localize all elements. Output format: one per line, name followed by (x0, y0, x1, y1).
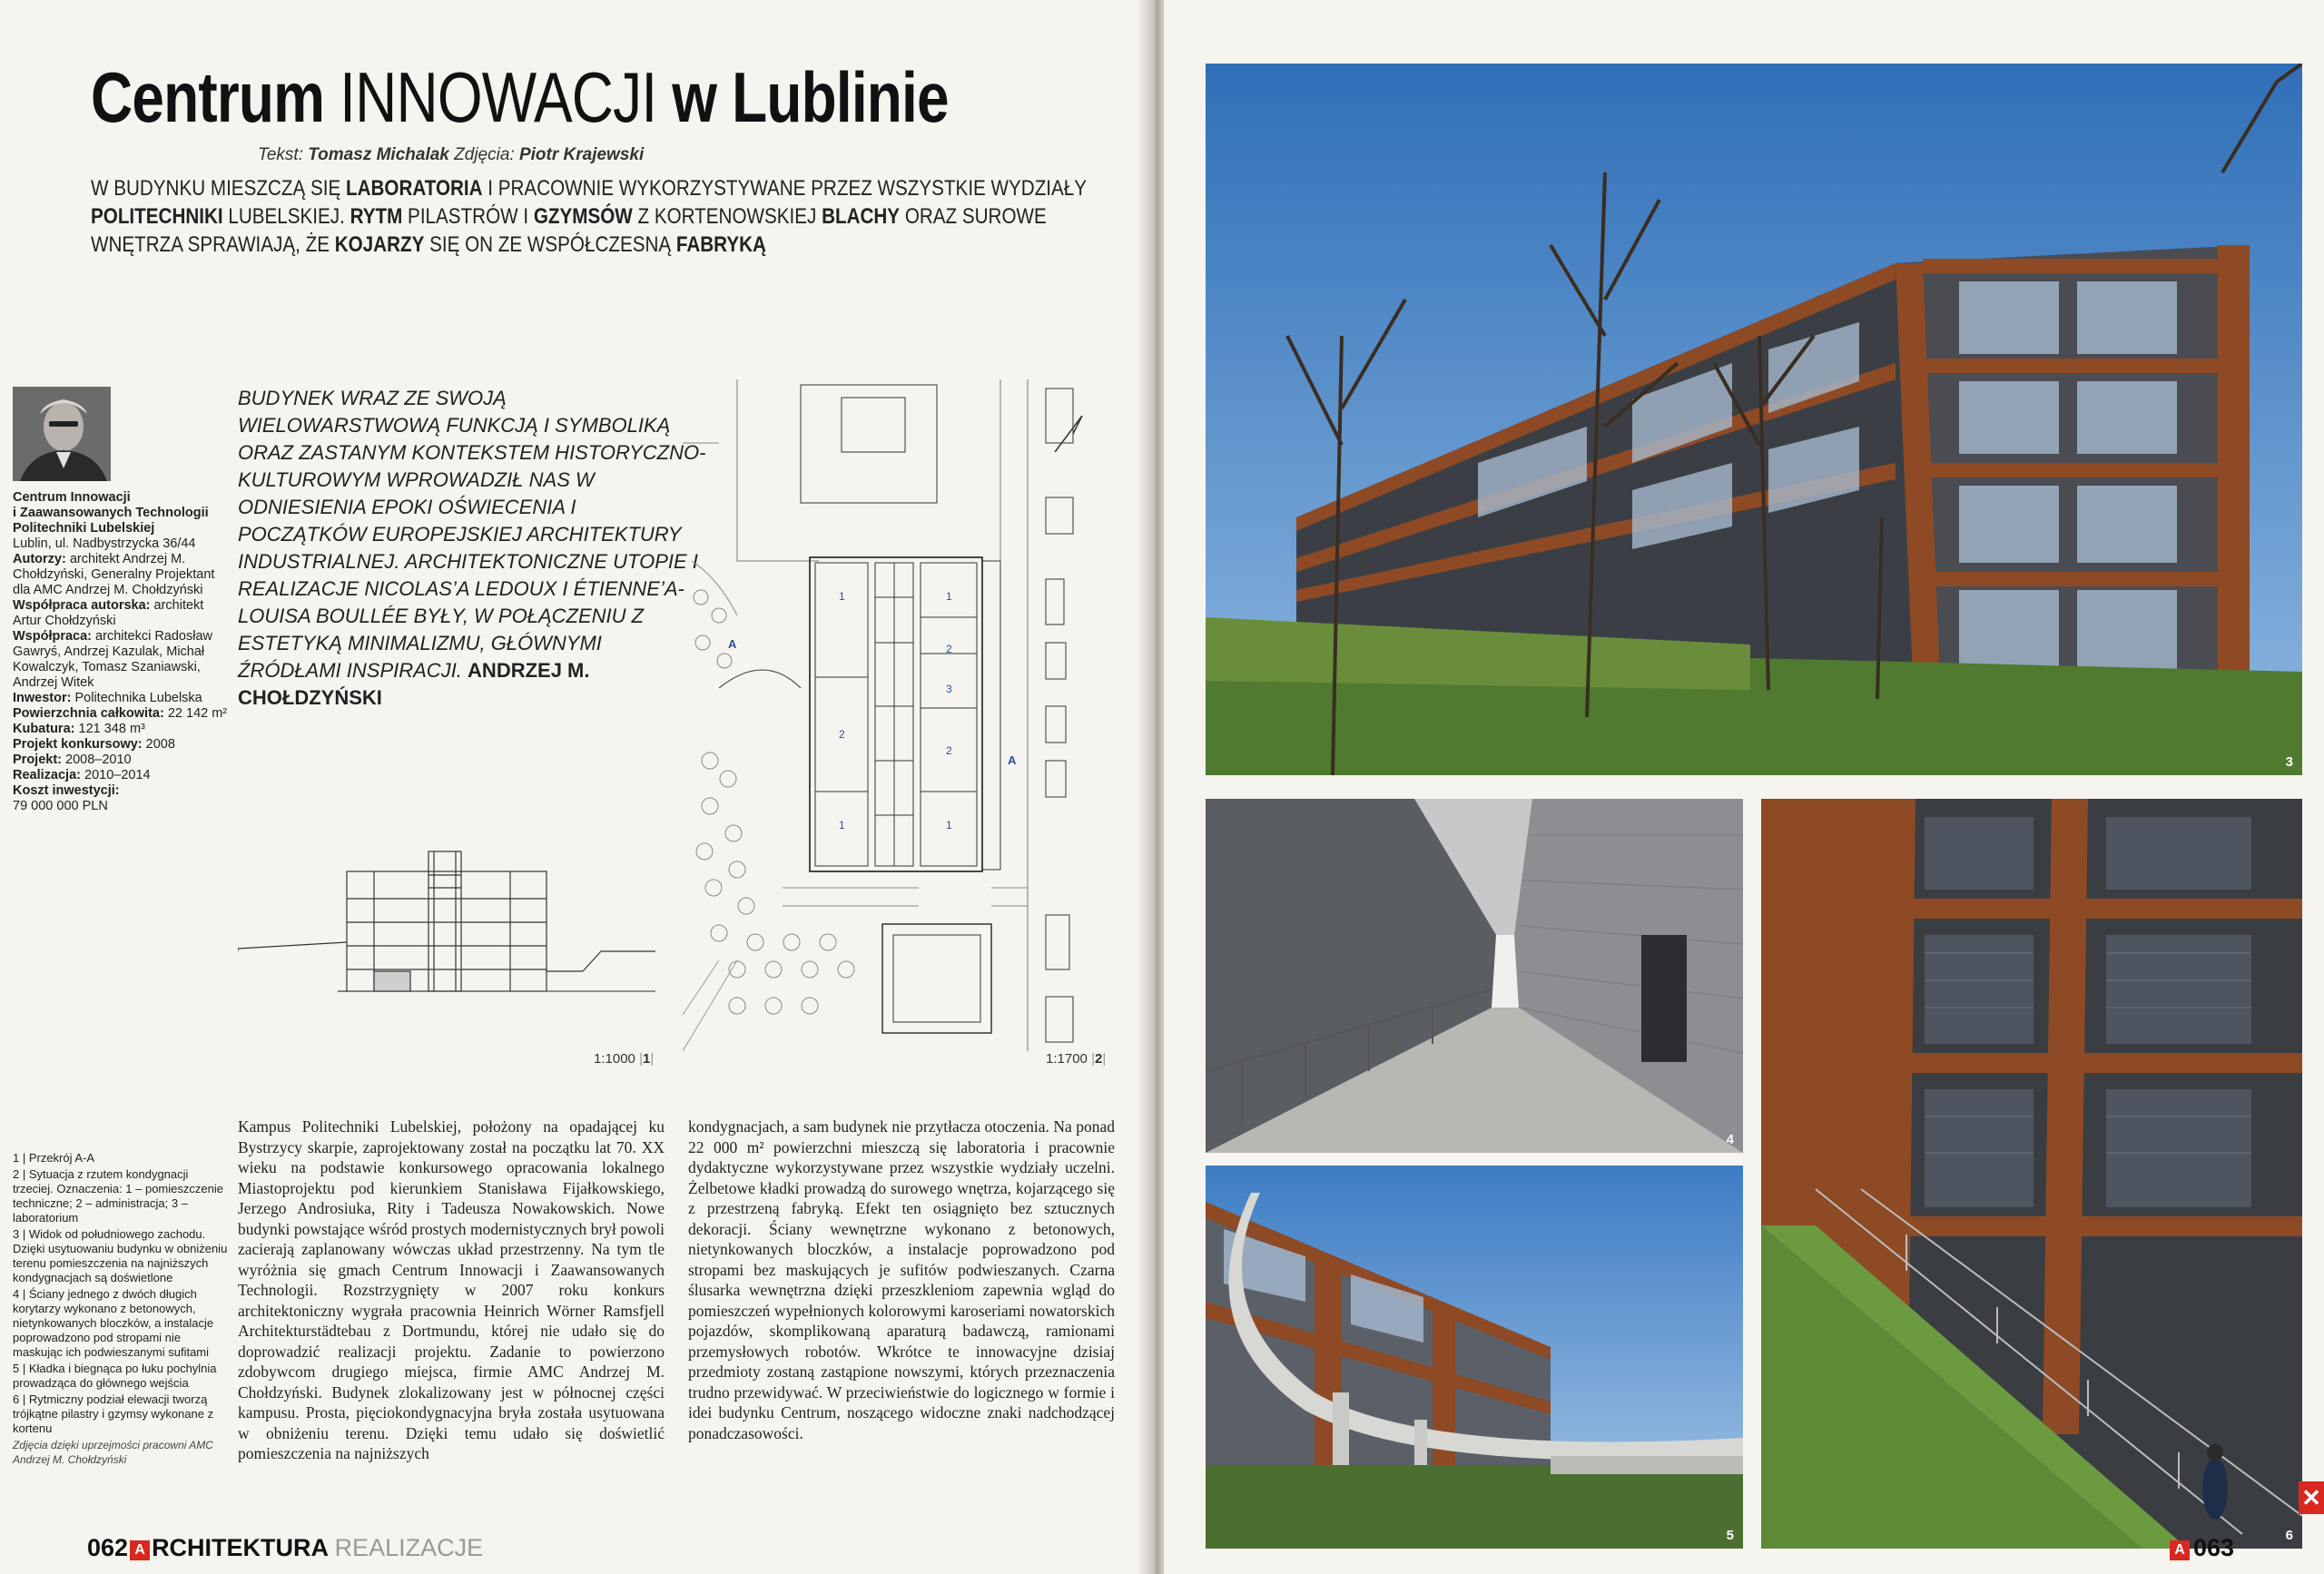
info-address: Lublin, ul. Nadbystrzycka 36/44 (13, 536, 196, 551)
info-investor: Politechnika Lubelska (74, 691, 202, 705)
quote-text: BUDYNEK WRAZ ZE SWOJĄ WIELOWARSTWOWĄ FUNKCJĄ I SYMBOLIKĄ ORAZ ZASTANYM KONTEKSTEM HISTORYCZNO-KULTUROWYM WPROWADZIŁ NAS W ODNIESIENIA EPOKI OŚWIECENIA I POCZĄTKÓW EUROPEJSKIEJ ARCHITEKTURY INDUSTRIALNEJ. ARCHITEKTONICZNE UTOPIE I REALIZACJE NICOLAS’A LEDOUX I ÉTIENNE’A-LOUISA BOULLÉE BYŁY, W POŁĄCZENIU Z ESTETYKĄ MINIMALIZMU, GŁÓWNYMI ŹRÓDŁAMI INSPIRACJI. (238, 387, 706, 682)
info-project: 2008–2010 (65, 753, 132, 767)
photo-number-3: 3 (2285, 754, 2293, 770)
close-tab-icon: ✕ (2299, 1481, 2324, 1514)
photo-number-5: 5 (1726, 1528, 1734, 1543)
left-page (0, 0, 1151, 1574)
page-number-left: 062 (87, 1534, 129, 1561)
info-name-1: Centrum Innowacji (13, 490, 131, 505)
project-info: Centrum Innowacji i Zaawansowanych Technologii Politechniki Lubelskiej Lublin, ul. Nadbystrzycka 36/44 Autorzy: architekt Andrzej M. Chołdzyński, Generalny Projektant dla AMC Andrzej M. Chołdzyński Współpraca autorska: architekt Artur Chołdzyński Współpraca: architekci Radosław Gawryś, Andrzej Kazulak, Michał Kowalczyk, Tomasz Szaniawski, Andrzej Witek Inwestor: Politechnika Lubelska Powierzchnia całkowita: 22 142 m² Kubatura: 121 348 m³ Projekt konkursowy: 2008 Projekt: 2008–2010 Realizacja: 2010–2014 Koszt inwestycji: 79 000 000 PLN (13, 490, 231, 814)
section-name: REALIZACJE (334, 1534, 484, 1561)
magazine-logo-icon: A (130, 1540, 150, 1560)
info-collaborators: architekci Radosław Gawryś, Andrzej Kazulak, Michał Kowalczyk, Tomasz Szaniawski, Andrzej Witek (13, 629, 212, 690)
article-title (91, 56, 949, 138)
body-column-1: Kampus Politechniki Lubelskiej, położony na opadającej ku Bystrzycy skarpie, zaprojektowany został na początku lat 70. XX wieku na podstawie konkursowego opracowania lokalnego Miastoprojektu pod kierunkiem Stanisława Fijałkowskiego, Jerzego Androsiuka, Rity i Tadeusza Nowakowskich. Nowe budynki powstające wśród prostych modernistycznych brył powoli zacierają zaplanowany wówczas układ przestrzenny. Na tym tle wyróżnia się gmach Centrum Innowacji i Zaawansowanych Technologii. Rozstrzygnięty w 2007 roku konkurs architektoniczny wygrała pracownia Heinrich Wörner Ramsfjell Architekturstädtebau z Dortmundu, której nie udało się do doprowadzić realizacji projektu. Zadanie to powierzono zdobywcom drugiego miejsca, firmie AMC Andrzej M. Chołdzyński. Budynek zlokalizowany jest w północnej części kampusu. Prosta, pięciokondygnacyjna bryła została usytuowana w obniżeniu terenu. Dzięki temu udało się doświetlić pomieszczenia na najniższych (238, 1117, 665, 1462)
photo-number-6: 6 (2285, 1528, 2293, 1543)
caption-6: 6 | Rytmiczny podział elewacji tworzą trójkątne pilastry i gzymsy wykonane z kortenu (13, 1392, 214, 1435)
magazine-logo-icon: A (2170, 1540, 2190, 1560)
info-volume: 121 348 m³ (78, 722, 145, 736)
site-label: 1 (839, 819, 845, 831)
credits-photo-label: Zdjęcia: (454, 145, 515, 164)
site-label: 2 (946, 744, 952, 757)
right-folio (2170, 1534, 2234, 1562)
section-marker-a: A (1008, 753, 1017, 767)
lead-paragraph: W BUDYNKU MIESZCZĄ SIĘ LABORATORIA I PRACOWNIE WYKORZYSTYWANE PRZEZ WSZYSTKIE WYDZIAŁY POLITECHNIKI LUBELSKIEJ. RYTM PILASTRÓW I GZYMSÓW Z KORTENOWSKIEJ BLACHY ORAZ SUROWE WNĘTRZA SPRAWIAJĄ, ŻE KOJARZY SIĘ ON ZE WSPÓŁCZESNĄ FABRYKĄ (91, 176, 1087, 257)
scale-label-1: 1:1000 |1| (594, 1051, 655, 1067)
credits-text-label: Tekst: (258, 145, 303, 164)
quote-author: ANDRZEJ M. CHOŁDZYŃSKI (238, 659, 590, 709)
info-authors: architekt Andrzej M. Chołdzyński, Generalny Projektant dla AMC Andrzej M. Chołdzyński (13, 552, 215, 597)
body-column-2: kondygnacjach, a sam budynek nie przytłacza otoczenia. Na ponad 22 000 m² powierzchni mieszczą się laboratoria i pracownie dydaktyczne wykorzystywane przez wszystkie wydziały uczelni. Żelbetowe kładki prowadzą do surowego wnętrza, kojarzącego się z przestrzeną fabryką. Efekt ten osiągnięto bez sztucznych dekoracji. Ściany wewnętrzne wykonano z betonowych, nietynkowanych bloczków, a instalacje poprowadzono pod stropami bez maskujących je sufitów podwieszanych. Czarna ślusarka wewnętrzna dzięki przeszkleniom zapewnia wgląd do pomieszczeń wypełnionych kolorowymi karoseriami nowatorskich pojazdów, skomplikowaną aparaturą badawczą, ramionami przemysłowych robotów. Wkrótce te innowacyjne dzisiaj przedmioty zostaną zastąpione nowszymi, których przeznaczenia trudno przewidywać. W przeciwieństwie do logicznego w formie i idei budynku Centrum, noszącego widoczne znaki nadchodzącej ponadczasowości. (688, 1117, 1115, 1442)
site-label: 2 (839, 728, 845, 741)
site-plan-drawing (683, 379, 1118, 1051)
article-credits (258, 145, 644, 165)
author-portrait (13, 387, 111, 481)
section-drawing (238, 835, 655, 1026)
caption-5: 5 | Kładka i biegnąca po łuku pochylnia prowadząca do głównego wejścia (13, 1362, 217, 1390)
photo-facade-stairs (1761, 799, 2302, 1549)
photo-number-4: 4 (1726, 1132, 1734, 1147)
info-coauthor: architekt Artur Chołdzyński (13, 598, 204, 628)
magazine-name: RCHITEKTURA (152, 1534, 329, 1561)
pull-quote (238, 385, 710, 712)
scale-label-2: 1:1700 |2| (1046, 1051, 1107, 1067)
credits-photographer: Piotr Krajewski (518, 145, 645, 164)
photo-corridor (1206, 799, 1743, 1153)
title-part-3: w Lublinie (672, 57, 949, 137)
credits-author: Tomasz Michalak (308, 145, 449, 164)
photo-credit-note: Zdjęcia dzięki uprzejmości pracowni AMC Andrzej M. Chołdzyński (13, 1439, 213, 1466)
page-number-right: 063 (2193, 1534, 2235, 1561)
caption-3: 3 | Widok od południowego zachodu. Dzięki usytuowaniu budynku w obniżeniu terenu pomieszczenia na najniższych kondygnacjach są doświetlone (13, 1227, 228, 1284)
info-name-2: i Zaawansowanych Technologii (13, 506, 209, 520)
info-realization: 2010–2014 (84, 768, 151, 782)
photo-exterior-main (1206, 64, 2302, 775)
photo-ramp (1206, 1166, 1743, 1549)
caption-1: 1 | Przekrój A-A (13, 1151, 95, 1165)
site-label: 1 (946, 819, 952, 831)
photo-captions (13, 1151, 229, 1469)
caption-2: 2 | Sytuacja z rzutem kondygnacji trzeciej. Oznaczenia: 1 – pomieszczenie techniczne; 2 – administracja; 3 – laboratorium (13, 1167, 223, 1225)
site-label: 1 (839, 590, 845, 603)
site-label: 2 (946, 643, 952, 655)
site-label: 1 (946, 590, 952, 603)
left-folio (87, 1534, 483, 1562)
info-cost: 79 000 000 PLN (13, 799, 108, 813)
site-label: 3 (946, 683, 952, 695)
info-area: 22 142 m² (167, 706, 228, 721)
caption-4: 4 | Ściany jednego z dwóch długich korytarzy wykonano z betonowych, nietynkowanych bloczków, a instalacje poprowadzono pod stropami nie maskując ich podwieszanymi sufitami (13, 1287, 214, 1359)
info-competition: 2008 (145, 737, 175, 752)
info-name-3: Politechniki Lubelskiej (13, 521, 155, 536)
title-part-2: INNOWACJI (340, 57, 657, 137)
title-part-1: Centrum (91, 57, 325, 137)
section-marker-a: A (728, 637, 737, 651)
